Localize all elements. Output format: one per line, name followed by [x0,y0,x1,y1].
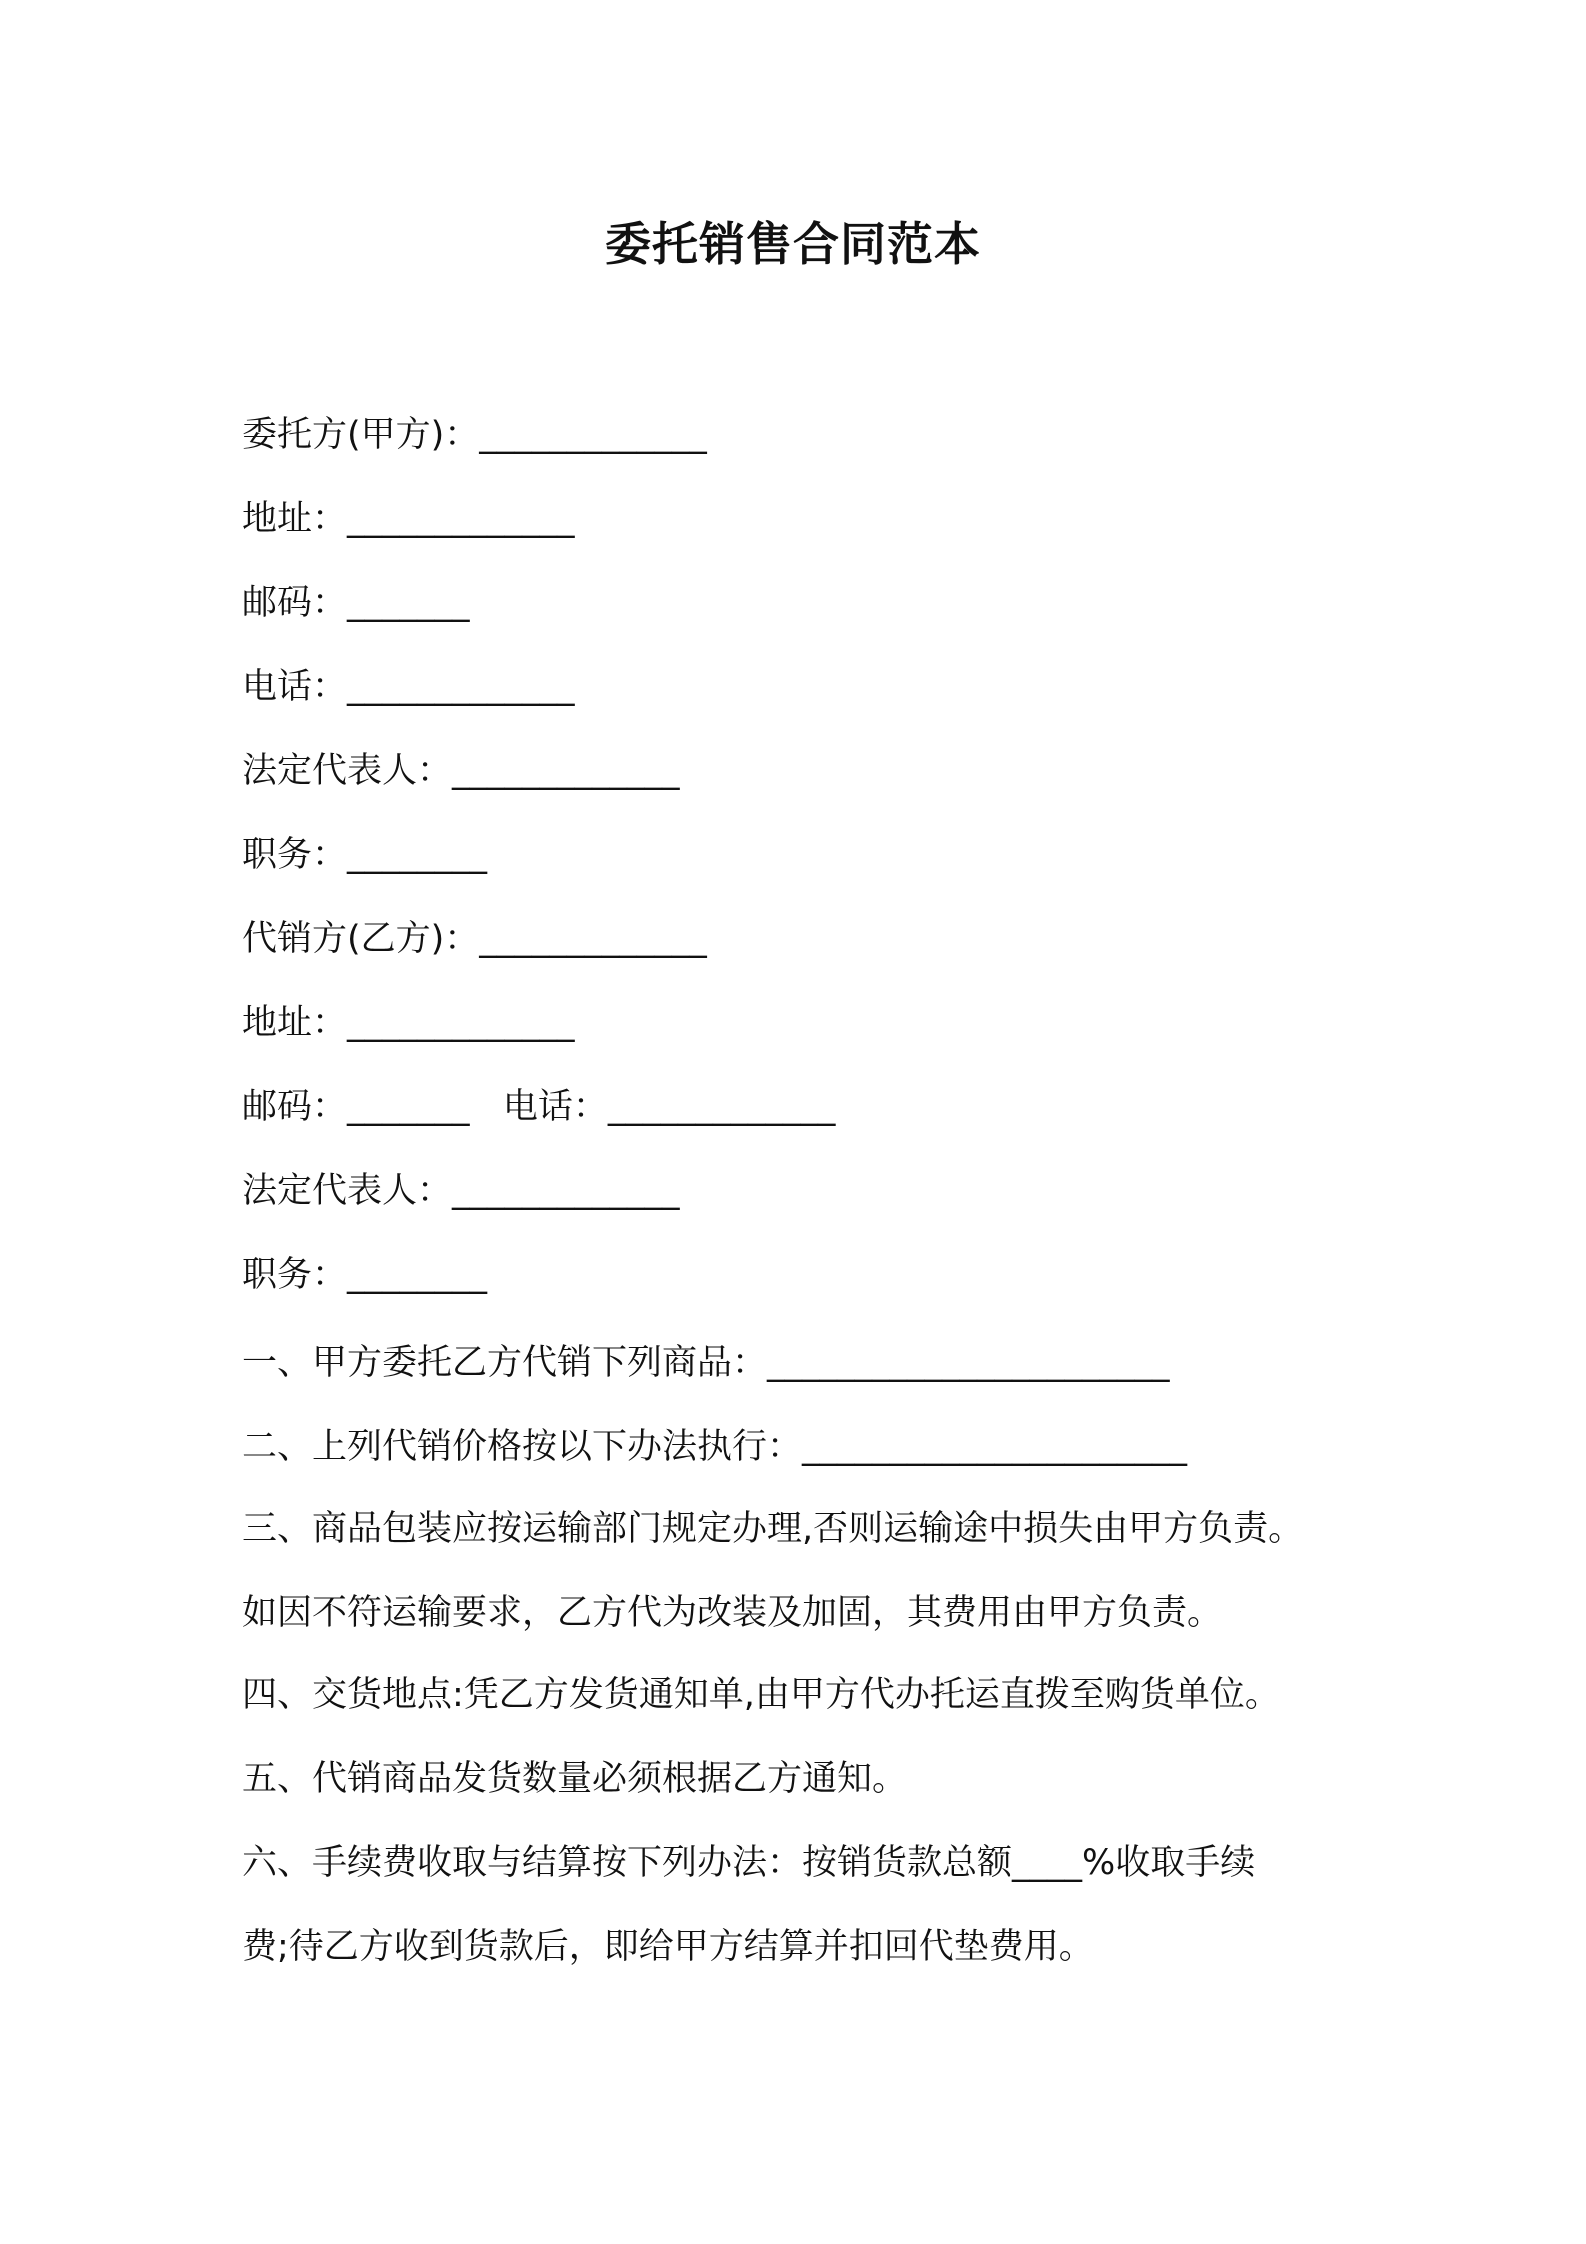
party-a-position: 职务：________ [242,835,488,875]
party-b-address: 地址：_____________ [242,1003,575,1043]
clause-5: 五、代销商品发货数量必须根据乙方通知。 [242,1759,908,1799]
clause-3-continued: 如因不符运输要求，乙方代为改装及加固，其费用由甲方负责。 [242,1593,1223,1633]
party-b-name: 代销方(乙方)：_____________ [242,919,707,959]
document-title: 委托销售合同范本 [605,217,981,271]
party-b-postcode-phone: 邮码：_______ 电话：_____________ [242,1087,836,1127]
party-a-legal-representative: 法定代表人：_____________ [242,751,680,791]
party-a-address: 地址：_____________ [242,499,575,539]
party-a-postcode: 邮码：_______ [242,583,470,623]
clause-1: 一、甲方委托乙方代销下列商品：_______________________ [242,1343,1170,1383]
party-b-position: 职务：________ [242,1255,488,1295]
party-b-legal-representative: 法定代表人：_____________ [242,1171,680,1211]
party-a-phone: 电话：_____________ [242,667,575,707]
clause-4: 四、交货地点:凭乙方发货通知单,由甲方代办托运直拨至购货单位。 [242,1675,1280,1715]
clause-2: 二、上列代销价格按以下办法执行：______________________ [242,1427,1188,1467]
clause-3: 三、商品包装应按运输部门规定办理,否则运输途中损失由甲方负责。 [242,1509,1304,1549]
clause-6-continued: 费;待乙方收到货款后，即给甲方结算并扣回代垫费用。 [242,1927,1094,1967]
clause-6: 六、手续费收取与结算按下列办法：按销货款总额____%收取手续 [242,1843,1256,1883]
party-a-name: 委托方(甲方)：_____________ [242,415,707,455]
